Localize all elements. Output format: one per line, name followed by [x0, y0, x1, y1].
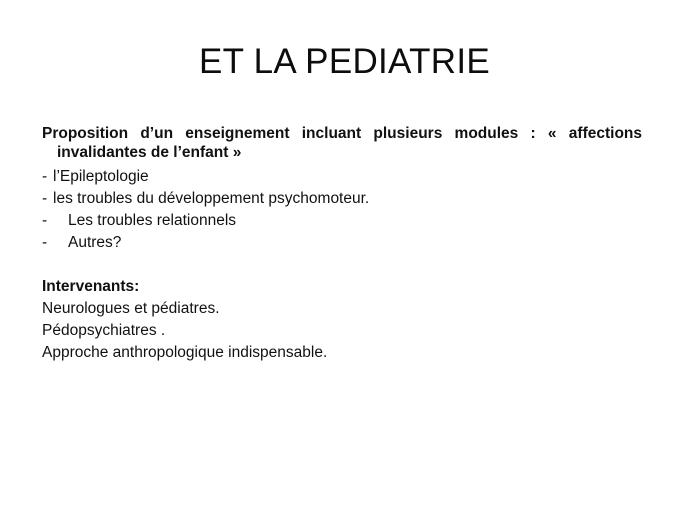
list-item-text: l’Epileptologie	[53, 168, 149, 185]
list-bullet: -	[42, 168, 48, 185]
list-item-text: Autres?	[68, 234, 122, 251]
slide-body	[42, 124, 642, 364]
intervenant-line: Neurologues et pédiatres.	[42, 300, 220, 317]
list-bullet: -	[42, 212, 48, 229]
list-item	[42, 232, 642, 254]
proposition-text: Proposition d’un enseignement incluant plusieurs modules : « affections invalidantes de l’enfant »	[42, 125, 642, 161]
intervenant-line: Pédopsychiatres .	[42, 322, 166, 339]
list-item-text: les troubles du développement psychomoteur.	[53, 190, 370, 207]
list-bullet: -	[42, 190, 48, 207]
intervenant-line: Approche anthropologique indispensable.	[42, 344, 328, 361]
spacer	[42, 254, 642, 276]
slide-title: ET LA PEDIATRIE	[198, 42, 491, 81]
list-item	[42, 188, 642, 210]
intervenants-heading: Intervenants:	[42, 278, 140, 295]
list-bullet: -	[42, 234, 48, 251]
list-item	[42, 166, 642, 188]
list-item	[42, 210, 642, 232]
list-item-text: Les troubles relationnels	[68, 212, 237, 229]
